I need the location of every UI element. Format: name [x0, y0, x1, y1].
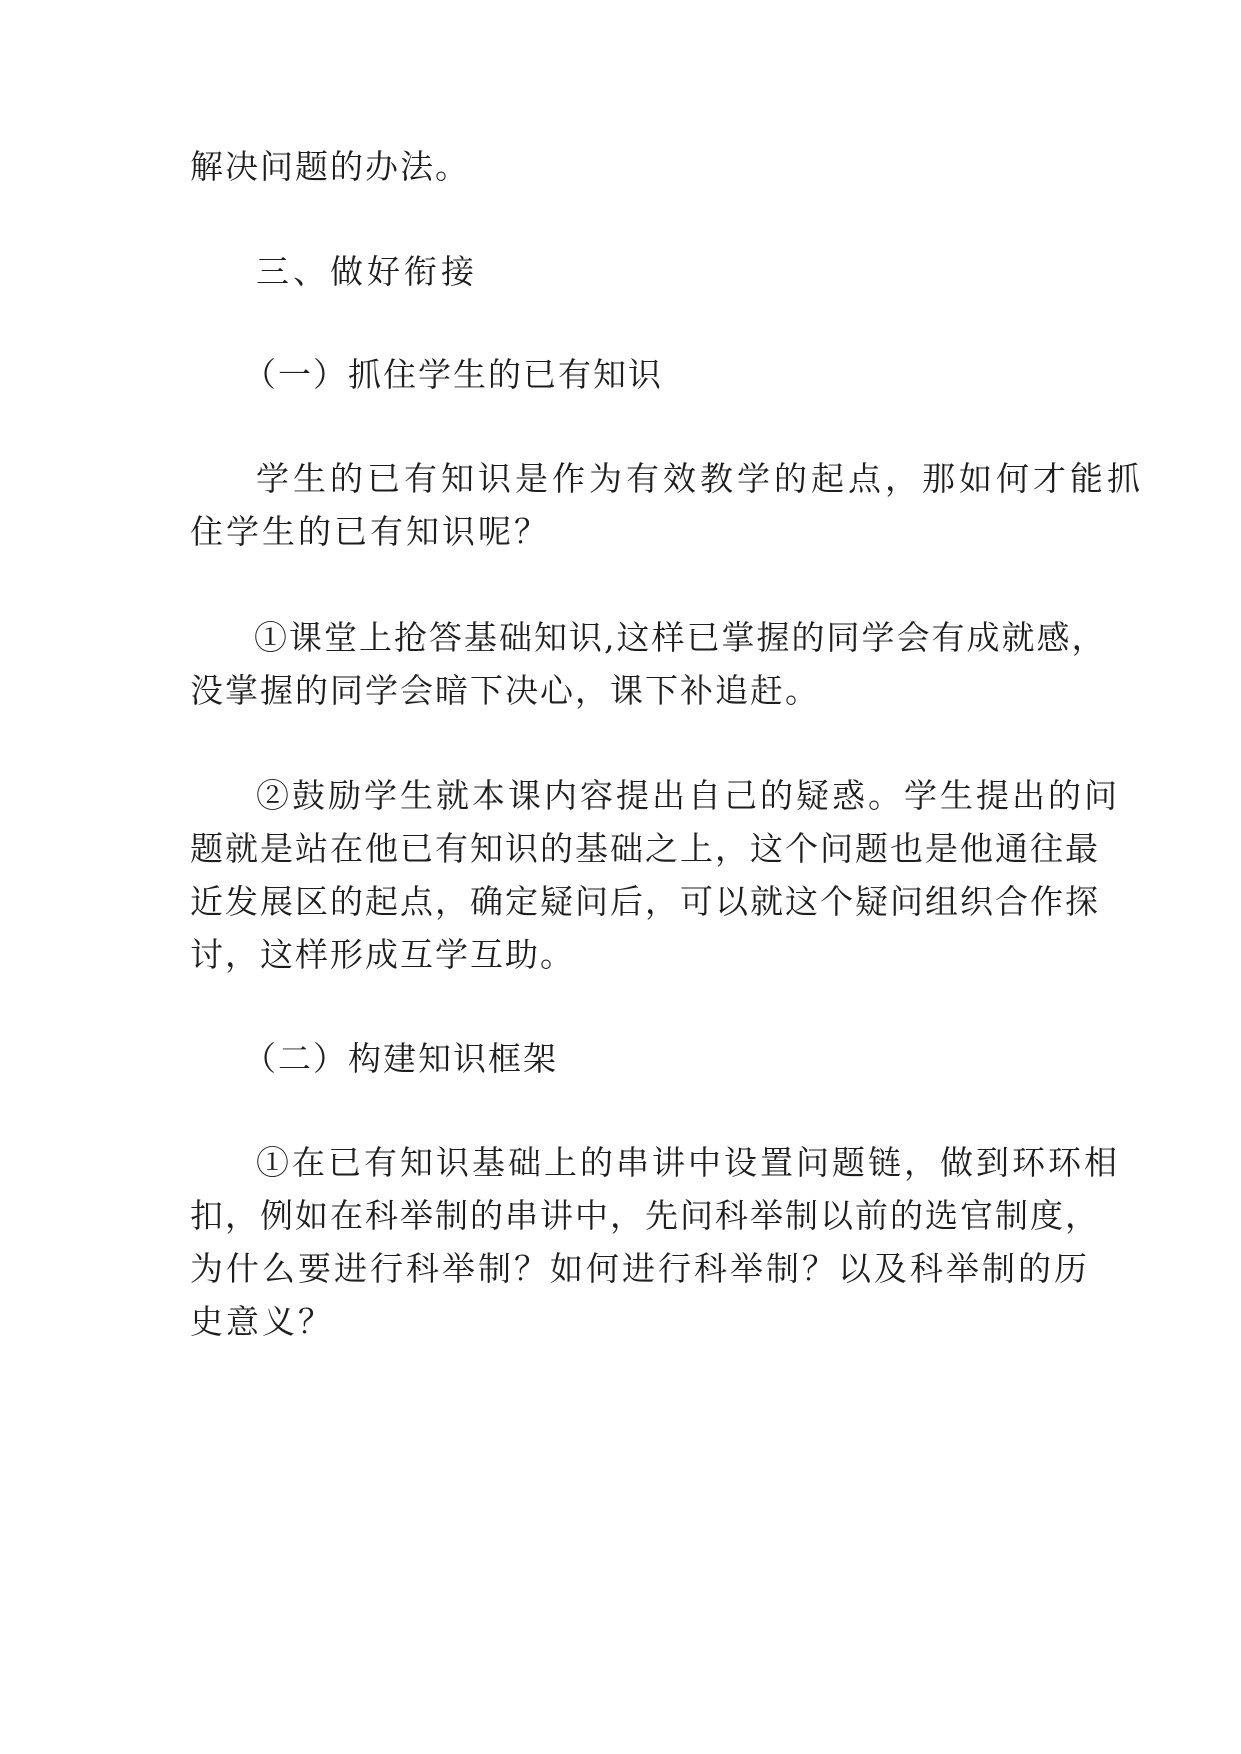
paragraph-line: 学生的已有知识是作为有效教学的起点，那如何才能抓 — [256, 459, 1144, 498]
paragraph-line: 讨，这样形成互学互助。 — [190, 935, 575, 974]
subsection-heading: （一）抓住学生的已有知识 — [243, 355, 663, 394]
paragraph-line: 近发展区的起点，确定疑问后，可以就这个疑问组织合作探 — [190, 882, 1100, 921]
paragraph-line: 为什么要进行科举制？如何进行科举制？以及科举制的历 — [190, 1249, 1090, 1288]
paragraph-line: 史意义？ — [190, 1302, 334, 1341]
paragraph-line: 没掌握的同学会暗下决心，课下补追赶。 — [190, 671, 820, 710]
paragraph-line: 题就是站在他已有知识的基础之上，这个问题也是他通往最 — [190, 829, 1100, 868]
paragraph-line: 住学生的已有知识呢？ — [190, 512, 550, 551]
paragraph-continuation-line: 解决问题的办法。 — [190, 147, 470, 186]
subsection-heading: （二）构建知识框架 — [243, 1039, 558, 1078]
paragraph-line: ①在已有知识基础上的串讲中设置问题链，做到环环相 — [256, 1143, 1120, 1182]
section-heading: 三、做好衔接 — [256, 252, 478, 291]
paragraph-line: 扣，例如在科举制的串讲中，先问科举制以前的选官制度， — [190, 1196, 1100, 1235]
paragraph-line: ①课堂上抢答基础知识,这样已掌握的同学会有成就感， — [254, 618, 1107, 657]
paragraph-line: ②鼓励学生就本课内容提出自己的疑惑。学生提出的问 — [256, 776, 1120, 815]
